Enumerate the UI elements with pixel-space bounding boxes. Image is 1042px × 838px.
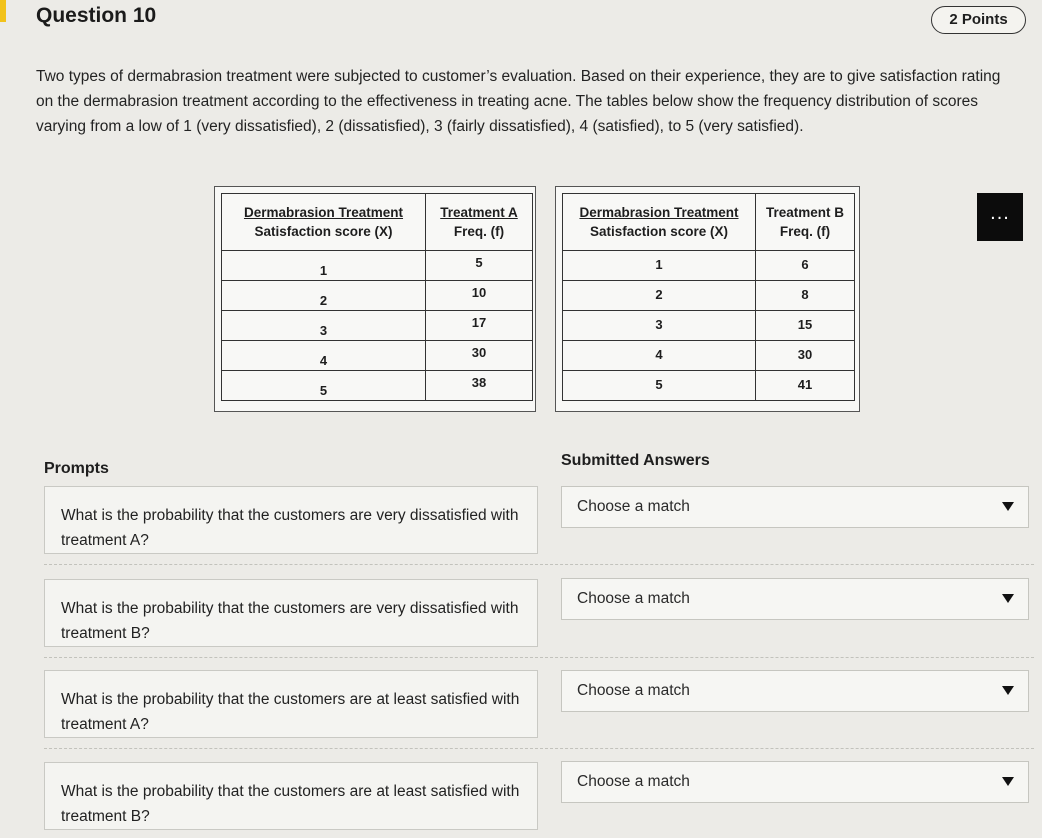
treatment-a-table [221, 193, 533, 401]
table-a-frame [214, 186, 536, 412]
table-b-header-freq: Treatment B Freq. (f) [756, 194, 855, 251]
points-badge: 2 Points [931, 6, 1026, 34]
freq-cell: 38 [471, 375, 487, 390]
table-row [563, 281, 855, 311]
freq-cell: 6 [801, 257, 809, 272]
freq-cell: 17 [471, 315, 487, 330]
score-cell: 4 [655, 347, 663, 362]
score-cell: 3 [319, 323, 328, 338]
prompt-3: What is the probability that the customers are at least satisfied with treatment A? [44, 670, 538, 738]
caret-down-icon [1002, 594, 1014, 603]
freq-cell: 5 [475, 255, 483, 270]
answer-select-4[interactable] [561, 761, 1029, 803]
row-divider [44, 564, 1034, 565]
score-cell: 2 [319, 293, 328, 308]
freq-cell: 30 [797, 347, 813, 362]
accent-bar [0, 0, 6, 22]
more-options-button[interactable]: ... [977, 193, 1023, 241]
table-row [222, 281, 533, 311]
freq-cell: 10 [471, 285, 487, 300]
freq-cell: 41 [797, 377, 813, 392]
caret-down-icon [1002, 502, 1014, 511]
table-a-header-score: Dermabrasion Treatment Satisfaction score (X) [222, 194, 426, 251]
table-b-header-score: Dermabrasion Treatment Satisfaction score (X) [563, 194, 756, 251]
answer-select-1[interactable] [561, 486, 1029, 528]
table-row [563, 251, 855, 281]
caret-down-icon [1002, 777, 1014, 786]
answer-select-2[interactable] [561, 578, 1029, 620]
question-title: Question 10 [36, 4, 157, 27]
caret-down-icon [1002, 686, 1014, 695]
table-b-frame [555, 186, 860, 412]
table-row [563, 341, 855, 371]
submitted-answers-heading: Submitted Answers [561, 452, 710, 469]
freq-cell: 8 [801, 287, 809, 302]
row-divider [44, 748, 1034, 749]
score-cell: 5 [655, 377, 663, 392]
question-description: Two types of dermabrasion treatment were subjected to customer’s evaluation. Based on their experience, they are to give satisfaction rating on the dermabrasion treatment according to the effectiveness in treating acne. The tables below show the frequency distribution of scores varying from a low of 1 (very dissatisfied), 2 (dissatisfied), 3 (fairly dissatisfied), 4 (satisfied), to 5 (very satisfied). [36, 68, 1001, 135]
treatment-b-table [562, 193, 855, 401]
prompts-heading: Prompts [44, 460, 109, 477]
score-cell: 1 [655, 257, 663, 272]
answer-select-value: Choose a match [577, 590, 690, 607]
table-row [222, 371, 533, 401]
table-row [563, 311, 855, 341]
answer-select-value: Choose a match [577, 682, 690, 699]
table-row [563, 371, 855, 401]
table-row [222, 311, 533, 341]
freq-cell: 15 [797, 317, 813, 332]
row-divider [44, 657, 1034, 658]
freq-cell: 30 [471, 345, 487, 360]
score-cell: 2 [655, 287, 663, 302]
score-cell: 3 [655, 317, 663, 332]
table-row [222, 341, 533, 371]
prompt-4: What is the probability that the customers are at least satisfied with treatment B? [44, 762, 538, 830]
score-cell: 5 [319, 383, 328, 398]
table-a-header-freq: Treatment A Freq. (f) [426, 194, 533, 251]
score-cell: 1 [319, 263, 328, 278]
answer-select-3[interactable] [561, 670, 1029, 712]
prompt-1: What is the probability that the customers are very dissatisfied with treatment A? [44, 486, 538, 554]
prompt-2: What is the probability that the customers are very dissatisfied with treatment B? [44, 579, 538, 647]
table-row [222, 251, 533, 281]
answer-select-value: Choose a match [577, 498, 690, 515]
score-cell: 4 [319, 353, 328, 368]
answer-select-value: Choose a match [577, 773, 690, 790]
